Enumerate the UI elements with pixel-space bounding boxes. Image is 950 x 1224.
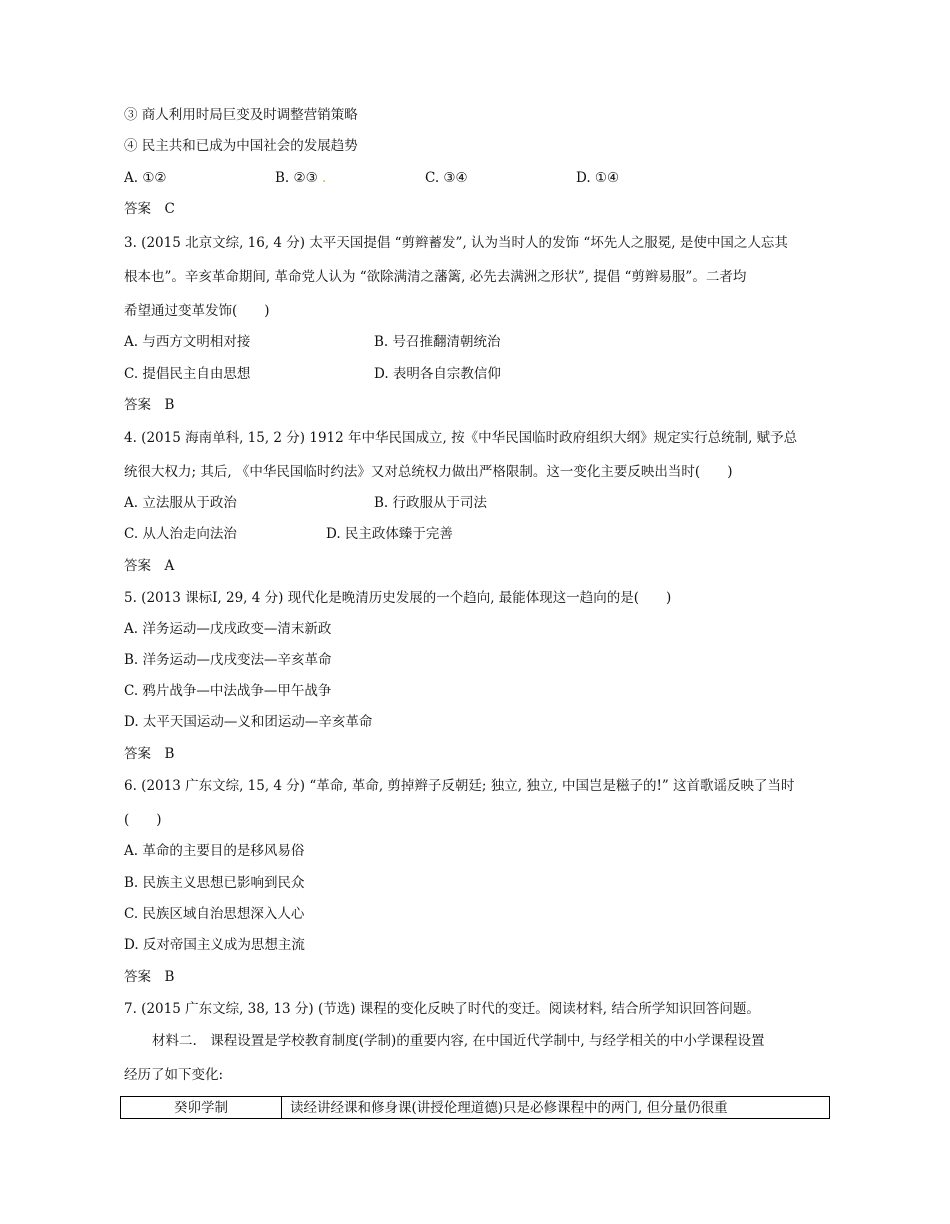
option-d: D. 太平天国运动—义和团运动—辛亥革命 — [124, 714, 373, 730]
option-c: C. 鸦片战争—中法战争—甲午战争 — [124, 683, 332, 699]
question-3-line-1: 3. (2015 北京文综, 16, 4 分) 太平天国提倡 “剪辫蓄发”, 认为当时人的发饰 “坏先人之服冕, 是使中国之人忘其 — [124, 235, 788, 251]
question-5-line-1: 5. (2013 课标Ⅰ, 29, 4 分) 现代化是晚清历史发展的一个趋向, 最能体现这一趋向的是( ) — [124, 590, 672, 606]
question-7-line-1: 7. (2015 广东文综, 38, 13 分) (节选) 课程的变化反映了时代的变迁。阅读材料, 结合所学知识回答问题。 — [124, 1001, 760, 1017]
stray-mark: . — [322, 170, 327, 186]
answer: 答案 B — [124, 746, 175, 762]
answer: 答案 C — [124, 201, 175, 217]
option-d: D. 反对帝国主义成为思想主流 — [124, 937, 305, 953]
statement-4: ④ 民主共和已成为中国社会的发展趋势 — [124, 138, 358, 154]
option-c: C. 提倡民主自由思想 — [124, 366, 251, 382]
option-d: D. 表明各自宗教信仰 — [374, 366, 501, 382]
curriculum-table — [120, 1096, 830, 1119]
table-cell-system: 癸卯学制 — [121, 1097, 282, 1119]
option-a: A. 洋务运动—戊戌政变—清末新政 — [124, 621, 332, 637]
option-c: C. 从人治走向法治 — [124, 526, 237, 542]
option-b: B. 号召推翻清朝统治 — [374, 334, 501, 350]
question-3-line-3: 希望通过变革发饰( ) — [124, 303, 270, 319]
answer: 答案 A — [124, 558, 175, 574]
answer: 答案 B — [124, 397, 175, 413]
question-3-line-2: 根本也”。辛亥革命期间, 革命党人认为 “欲除满清之藩篱, 必先去满洲之形状”, 提倡 “剪辫易服”。二者均 — [124, 269, 747, 285]
option-a: A. 与西方文明相对接 — [124, 334, 251, 350]
option-c: C. 民族区域自治思想深入人心 — [124, 906, 305, 922]
answer: 答案 B — [124, 969, 175, 985]
option-a: A. ①② — [124, 170, 167, 186]
option-b: B. 民族主义思想已影响到民众 — [124, 875, 305, 891]
option-a: A. 革命的主要目的是移风易俗 — [124, 843, 305, 859]
option-d: D. ①④ — [576, 170, 620, 186]
table-cell-description: 读经讲经课和修身课(讲授伦理道德)只是必修课程中的两门, 但分量仍很重 — [282, 1097, 830, 1119]
option-b: B. ②③ . — [275, 170, 327, 186]
question-6-line-2: ( ) — [124, 812, 162, 828]
statement-3: ③ 商人利用时局巨变及时调整营销策略 — [124, 107, 358, 123]
question-4-line-1: 4. (2015 海南单科, 15, 2 分) 1912 年中华民国成立, 按《中华民国临时政府组织大纲》规定实行总统制, 赋予总 — [124, 430, 798, 446]
material-two-line-1: 材料二. 课程设置是学校教育制度(学制)的重要内容, 在中国近代学制中, 与经学相关的中小学课程设置 — [152, 1033, 765, 1049]
option-c: C. ③④ — [425, 170, 468, 186]
material-two-line-2: 经历了如下变化: — [124, 1067, 224, 1083]
option-d: D. 民主政体臻于完善 — [326, 526, 453, 542]
question-6-line-1: 6. (2013 广东文综, 15, 4 分) “革命, 革命, 剪掉辫子反朝廷; 独立, 独立, 中国岂是糍子的!” 这首歌谣反映了当时 — [124, 778, 795, 794]
option-b: B. 行政服从于司法 — [374, 495, 488, 511]
question-4-line-2: 统很大权力; 其后, 《中华民国临时约法》又对总统权力做出严格限制。这一变化主要反映出当时( ) — [124, 464, 733, 480]
option-b: B. 洋务运动—戊戌变法—辛亥革命 — [124, 652, 332, 668]
option-a: A. 立法服从于政治 — [124, 495, 237, 511]
table-row — [121, 1097, 830, 1119]
